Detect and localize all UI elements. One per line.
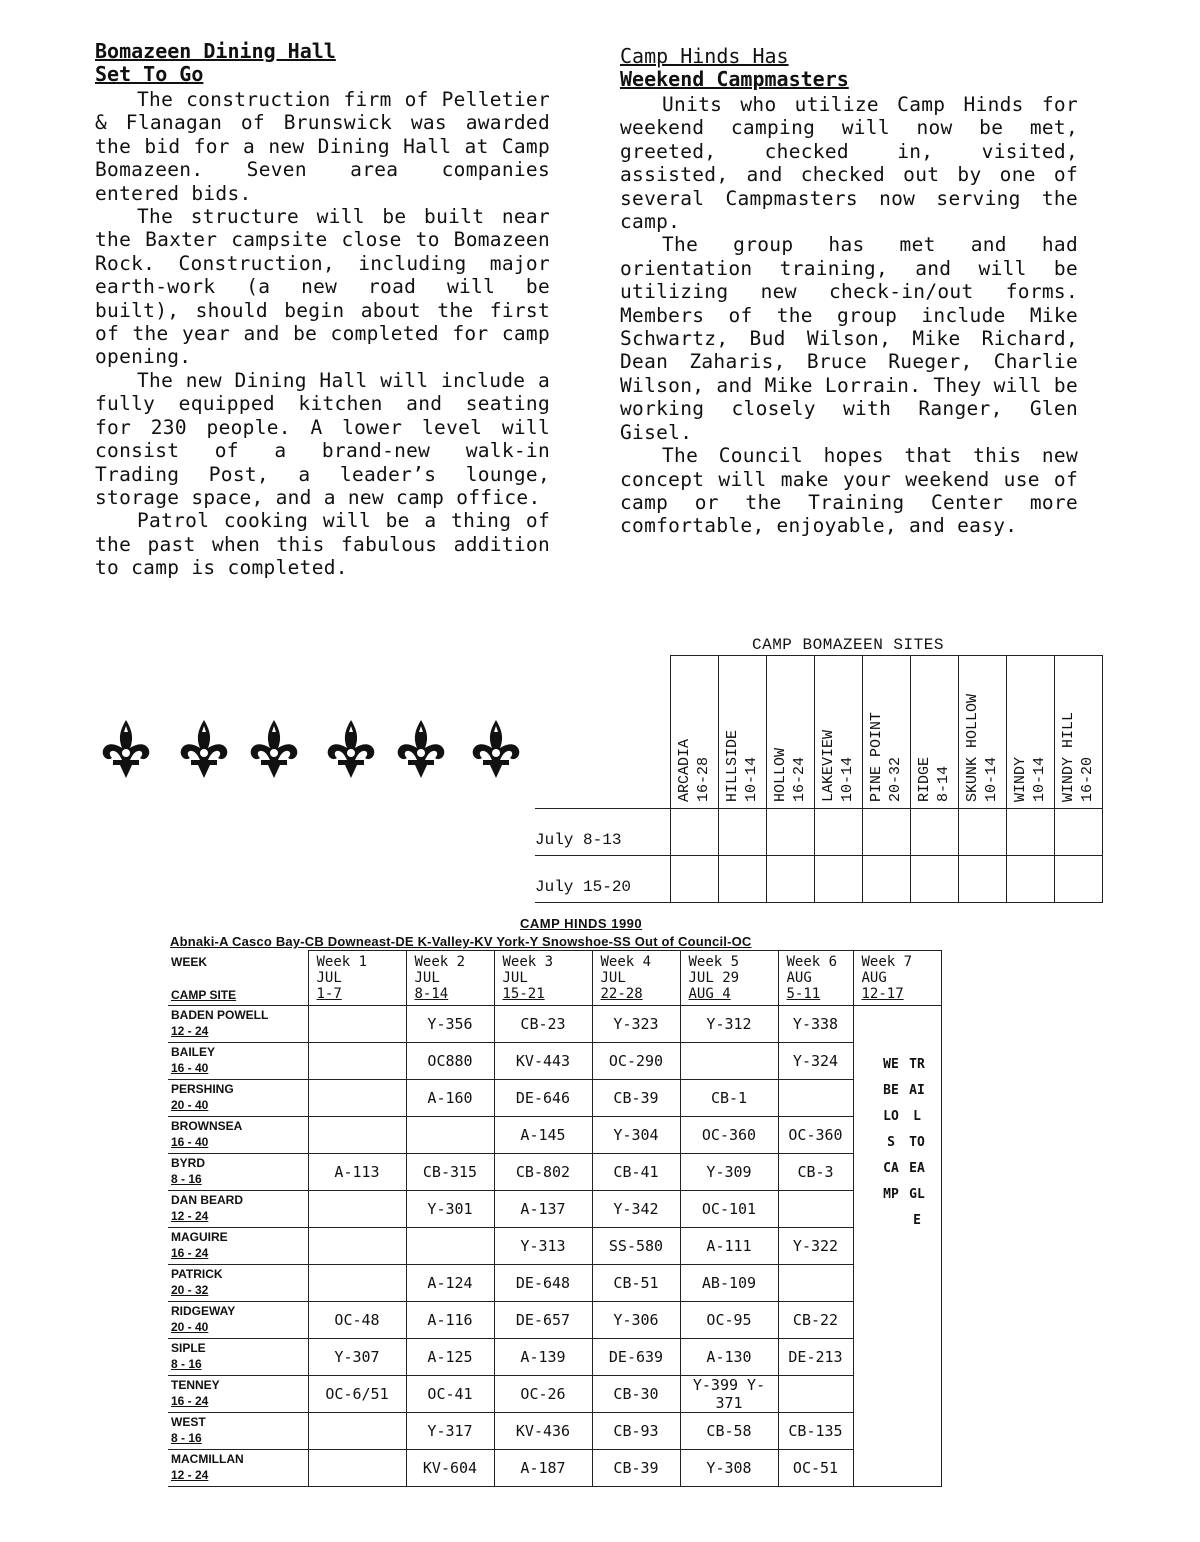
- campsite-capacity: 20 - 32: [171, 1283, 209, 1297]
- camp-hinds-schedule-table: [168, 950, 942, 1487]
- unit-assignment-cell: KV-443: [494, 1043, 592, 1080]
- campsite-capacity: 12 - 24: [171, 1024, 209, 1038]
- week-label: Week 1: [316, 954, 368, 970]
- unit-assignment-cell: OC-101: [680, 1191, 778, 1228]
- unit-assignment-cell: OC-360: [680, 1117, 778, 1154]
- unit-assignment-cell: Y-342: [592, 1191, 680, 1228]
- campsite-capacity: 12 - 24: [171, 1209, 209, 1223]
- site-column-header: [719, 656, 767, 809]
- campsite-capacity: 16 - 24: [171, 1394, 209, 1408]
- site-slot-cell: [1055, 809, 1103, 856]
- week-label: Week 4: [600, 954, 652, 970]
- week-month: JUL: [600, 970, 626, 986]
- unit-assignment-cell: Y-301: [406, 1191, 494, 1228]
- article-paragraph: The Council hopes that this new concept will make your weekend use of camp or the Training Center more comfortable, enjoyable, and easy.: [620, 444, 1078, 538]
- campsite-row: [168, 1117, 941, 1154]
- site-capacity: 10-14: [1031, 756, 1048, 802]
- fleur-de-lis-icon: [100, 718, 152, 780]
- unit-assignment-cell: CB-93: [592, 1413, 680, 1450]
- unit-assignment-cell: CB-30: [592, 1376, 680, 1413]
- unit-assignment-cell: DE-639: [592, 1339, 680, 1376]
- site-slot-cell: [767, 809, 815, 856]
- fleur-de-lis-icon: [178, 718, 230, 780]
- week-month: JUL: [414, 970, 440, 986]
- campsite-capacity: 20 - 40: [171, 1098, 209, 1112]
- unit-assignment-cell: OC-51: [778, 1450, 853, 1487]
- fleur-de-lis-icon: [325, 718, 377, 780]
- site-slot-cell: [863, 809, 911, 856]
- unit-assignment-cell: OC-48: [308, 1302, 406, 1339]
- campsite-row: [168, 1302, 941, 1339]
- campsite-row: [168, 1339, 941, 1376]
- unit-assignment-cell: Y-309: [680, 1154, 778, 1191]
- unit-assignment-cell: KV-436: [494, 1413, 592, 1450]
- unit-assignment-cell: [778, 1191, 853, 1228]
- site-name: HOLLOW: [772, 747, 789, 802]
- camp-site-label: CAMP SITE: [171, 988, 237, 1002]
- campsite-capacity: 20 - 40: [171, 1320, 209, 1334]
- unit-assignment-cell: Y-304: [592, 1117, 680, 1154]
- sites-row: [535, 809, 1103, 856]
- trail-to-eagle-note: TRAIL TO EAGLE: [909, 1057, 933, 1228]
- campsite-capacity: 16 - 40: [171, 1135, 209, 1149]
- hinds-header-row: [168, 951, 941, 1006]
- unit-assignment-cell: A-145: [494, 1117, 592, 1154]
- unit-assignment-cell: A-137: [494, 1191, 592, 1228]
- site-column-header: [1007, 656, 1055, 809]
- article-paragraph: Patrol cooking will be a thing of the past when this fabulous addition to camp is completed.: [95, 509, 550, 580]
- site-capacity: 8-14: [935, 765, 952, 802]
- site-slot-cell: [671, 809, 719, 856]
- campsite-row: [168, 1265, 941, 1302]
- campsite-row: [168, 1006, 941, 1043]
- unit-assignment-cell: Y-308: [680, 1450, 778, 1487]
- campsite-name: BADEN POWELL: [171, 1008, 269, 1022]
- site-capacity: 20-32: [887, 756, 904, 802]
- site-slot-cell: [863, 856, 911, 903]
- unit-assignment-cell: Y-323: [592, 1006, 680, 1043]
- campsite-name: DAN BEARD: [171, 1193, 243, 1207]
- unit-assignment-cell: Y-313: [494, 1228, 592, 1265]
- unit-assignment-cell: CB-51: [592, 1265, 680, 1302]
- week-dates: 15-21: [502, 986, 545, 1002]
- unit-assignment-cell: A-116: [406, 1302, 494, 1339]
- unit-assignment-cell: [308, 1413, 406, 1450]
- site-slot-cell: [719, 809, 767, 856]
- site-capacity: 16-20: [1079, 756, 1096, 802]
- week-month: JUL: [502, 970, 528, 986]
- campsite-cell: [168, 1376, 308, 1413]
- unit-assignment-cell: CB-315: [406, 1154, 494, 1191]
- week-column-header: [853, 951, 941, 1006]
- unit-assignment-cell: CB-3: [778, 1154, 853, 1191]
- unit-assignment-cell: Y-317: [406, 1413, 494, 1450]
- campmasters-article: [620, 45, 1078, 538]
- campsite-name: SIPLE: [171, 1341, 206, 1355]
- site-slot-cell: [671, 856, 719, 903]
- week-dates: 5-11: [786, 986, 821, 1002]
- hinds-table-title: CAMP HINDS 1990: [520, 916, 643, 931]
- unit-assignment-cell: OC-290: [592, 1043, 680, 1080]
- week-label: Week 6: [786, 954, 838, 970]
- week7-cell: [853, 1413, 941, 1450]
- unit-assignment-cell: Y-306: [592, 1302, 680, 1339]
- unit-assignment-cell: CB-22: [778, 1302, 853, 1339]
- campsite-row: [168, 1450, 941, 1487]
- unit-assignment-cell: [308, 1117, 406, 1154]
- site-name: LAKEVIEW: [820, 729, 837, 802]
- unit-assignment-cell: OC880: [406, 1043, 494, 1080]
- campsite-cell: [168, 1265, 308, 1302]
- week7-cell: [853, 1450, 941, 1487]
- unit-assignment-cell: [778, 1376, 853, 1413]
- campsite-capacity: 8 - 16: [171, 1172, 202, 1186]
- week-label: Week 2: [414, 954, 466, 970]
- unit-assignment-cell: [308, 1191, 406, 1228]
- site-capacity: 10-14: [743, 756, 760, 802]
- campsite-row: [168, 1228, 941, 1265]
- unit-assignment-cell: AB-109: [680, 1265, 778, 1302]
- campsite-cell: [168, 1413, 308, 1450]
- week7-note: [875, 1052, 935, 1352]
- campsite-name: MAGUIRE: [171, 1230, 228, 1244]
- site-slot-cell: [815, 809, 863, 856]
- article-paragraph: The new Dining Hall will include a fully equipped kitchen and seating for 230 people. A lower level will consist of a brand-new walk-in Trading Post, a leader’s lounge, storage space, and a new camp office.: [95, 368, 550, 509]
- site-slot-cell: [767, 856, 815, 903]
- unit-assignment-cell: Y-324: [778, 1043, 853, 1080]
- unit-assignment-cell: DE-648: [494, 1265, 592, 1302]
- unit-assignment-cell: DE-213: [778, 1339, 853, 1376]
- campsite-row: [168, 1080, 941, 1117]
- site-column-header: [767, 656, 815, 809]
- week-label: Week 3: [502, 954, 554, 970]
- week-column-header: [308, 951, 406, 1006]
- unit-assignment-cell: CB-23: [494, 1006, 592, 1043]
- unit-assignment-cell: Y-338: [778, 1006, 853, 1043]
- article-headline-line2: Set To Go: [95, 62, 204, 86]
- site-slot-cell: [911, 856, 959, 903]
- week-column-header: [680, 951, 778, 1006]
- unit-assignment-cell: A-124: [406, 1265, 494, 1302]
- site-slot-cell: [959, 809, 1007, 856]
- article-headline-line1: Bomazeen Dining Hall: [95, 39, 336, 63]
- week-dates: 22-28: [600, 986, 643, 1002]
- site-slot-cell: [959, 856, 1007, 903]
- site-capacity: 16-28: [695, 756, 712, 802]
- campsite-name: RIDGEWAY: [171, 1304, 236, 1318]
- site-column-header: [815, 656, 863, 809]
- unit-assignment-cell: CB-41: [592, 1154, 680, 1191]
- unit-assignment-cell: A-113: [308, 1154, 406, 1191]
- week-label: Week 5: [688, 954, 740, 970]
- campsite-cell: [168, 1043, 308, 1080]
- unit-assignment-cell: [308, 1450, 406, 1487]
- unit-assignment-cell: [308, 1080, 406, 1117]
- week-month: JUL: [316, 970, 342, 986]
- campsite-name: MACMILLAN: [171, 1452, 244, 1466]
- week-dates: 8-14: [414, 986, 449, 1002]
- campsite-capacity: 12 - 24: [171, 1468, 209, 1482]
- unit-assignment-cell: [406, 1117, 494, 1154]
- unit-assignment-cell: OC-6/51: [308, 1376, 406, 1413]
- week-dates-label: July 15-20: [535, 878, 632, 896]
- unit-assignment-cell: [308, 1043, 406, 1080]
- unit-assignment-cell: Y-307: [308, 1339, 406, 1376]
- campsite-name: PATRICK: [171, 1267, 223, 1281]
- unit-assignment-cell: [406, 1228, 494, 1265]
- week-column-header: [494, 951, 592, 1006]
- unit-assignment-cell: Y-399 Y-371: [680, 1376, 778, 1413]
- unit-assignment-cell: OC-26: [494, 1376, 592, 1413]
- week-label: WEEK: [171, 954, 207, 969]
- unit-assignment-cell: Y-356: [406, 1006, 494, 1043]
- week-month: AUG: [786, 970, 812, 986]
- week-column-header: [406, 951, 494, 1006]
- week-dates-label: July 8-13: [535, 831, 622, 849]
- week-dates: 1-7: [316, 986, 342, 1002]
- article-paragraph: The group has met and had orientation training, and will be utilizing new check-in/out forms. Members of the group include Mike Schwartz, Bud Wilson, Mike Richard, Dean Zaharis, Bruce Rueger, Charlie Wilson, and Mike Lorrain. They will be working closely with Ranger, Glen Gisel.: [620, 233, 1078, 444]
- site-name: ARCADIA: [676, 738, 693, 802]
- unit-assignment-cell: KV-604: [406, 1450, 494, 1487]
- site-column-header: [863, 656, 911, 809]
- site-name: RIDGE: [916, 756, 933, 802]
- webelos-camp-note: WEBELOS CAMP: [883, 1057, 903, 1202]
- unit-assignment-cell: CB-39: [592, 1450, 680, 1487]
- campsite-row: [168, 1191, 941, 1228]
- week7-cell: [853, 1006, 941, 1043]
- campsite-capacity: 8 - 16: [171, 1357, 202, 1371]
- unit-assignment-cell: CB-58: [680, 1413, 778, 1450]
- unit-assignment-cell: [308, 1006, 406, 1043]
- sites-row-label-cell: [535, 856, 671, 903]
- campsite-cell: [168, 1080, 308, 1117]
- site-slot-cell: [719, 856, 767, 903]
- campsite-row: [168, 1154, 941, 1191]
- campsite-capacity: 16 - 40: [171, 1061, 209, 1075]
- site-column-header: [671, 656, 719, 809]
- unit-assignment-cell: DE-646: [494, 1080, 592, 1117]
- week-month: AUG: [861, 970, 887, 986]
- campsite-cell: [168, 1117, 308, 1154]
- site-column-header: [1055, 656, 1103, 809]
- campsite-cell: [168, 1228, 308, 1265]
- site-column-header: [959, 656, 1007, 809]
- site-capacity: 10-14: [839, 756, 856, 802]
- week7-cell: [853, 1376, 941, 1413]
- site-name: PINE POINT: [868, 711, 885, 802]
- unit-assignment-cell: OC-360: [778, 1117, 853, 1154]
- site-column-header: [911, 656, 959, 809]
- article-headline-line1: Camp Hinds Has: [620, 44, 789, 68]
- campsite-row: [168, 1413, 941, 1450]
- sites-table-title: CAMP BOMAZEEN SITES: [752, 636, 944, 654]
- hinds-site-header: [168, 951, 308, 1006]
- unit-assignment-cell: DE-657: [494, 1302, 592, 1339]
- campsite-capacity: 8 - 16: [171, 1431, 202, 1445]
- article-headline-line2: Weekend Campmasters: [620, 67, 849, 91]
- week-label: Week 7: [861, 954, 913, 970]
- week-dates: AUG 4: [688, 986, 731, 1002]
- unit-assignment-cell: CB-39: [592, 1080, 680, 1117]
- campsite-name: TENNEY: [171, 1378, 220, 1392]
- unit-assignment-cell: CB-802: [494, 1154, 592, 1191]
- fleur-de-lis-icon: [395, 718, 447, 780]
- campsite-name: BYRD: [171, 1156, 206, 1170]
- unit-assignment-cell: OC-41: [406, 1376, 494, 1413]
- campsite-cell: [168, 1006, 308, 1043]
- campsite-name: PERSHING: [171, 1082, 234, 1096]
- unit-assignment-cell: [308, 1265, 406, 1302]
- week-column-header: [778, 951, 853, 1006]
- campsite-name: WEST: [171, 1415, 206, 1429]
- site-slot-cell: [1007, 809, 1055, 856]
- unit-assignment-cell: [778, 1080, 853, 1117]
- site-name: SKUNK HOLLOW: [964, 693, 981, 802]
- site-capacity: 16-24: [791, 756, 808, 802]
- unit-assignment-cell: A-160: [406, 1080, 494, 1117]
- unit-assignment-cell: [308, 1228, 406, 1265]
- bomazeen-sites-table: [535, 655, 1103, 903]
- unit-assignment-cell: A-139: [494, 1339, 592, 1376]
- week-column-header: [592, 951, 680, 1006]
- site-name: WINDY: [1012, 756, 1029, 802]
- unit-assignment-cell: A-130: [680, 1339, 778, 1376]
- fleur-de-lis-icon: [248, 718, 300, 780]
- site-slot-cell: [911, 809, 959, 856]
- campsite-row: [168, 1043, 941, 1080]
- hinds-council-legend: Abnaki-A Casco Bay-CB Downeast-DE K-Valley-KV York-Y Snowshoe-SS Out of Council-OC: [170, 934, 752, 949]
- unit-assignment-cell: A-111: [680, 1228, 778, 1265]
- fleur-de-lis-icon: [470, 718, 522, 780]
- unit-assignment-cell: Y-322: [778, 1228, 853, 1265]
- campsite-name: BAILEY: [171, 1045, 216, 1059]
- campsite-cell: [168, 1154, 308, 1191]
- unit-assignment-cell: A-187: [494, 1450, 592, 1487]
- site-name: WINDY HILL: [1060, 711, 1077, 802]
- campsite-cell: [168, 1450, 308, 1487]
- unit-assignment-cell: Y-312: [680, 1006, 778, 1043]
- unit-assignment-cell: [680, 1043, 778, 1080]
- sites-row-label-cell: [535, 809, 671, 856]
- campsite-cell: [168, 1191, 308, 1228]
- sites-corner-cell: [535, 656, 671, 809]
- campsite-name: BROWNSEA: [171, 1119, 243, 1133]
- site-capacity: 10-14: [983, 756, 1000, 802]
- site-slot-cell: [815, 856, 863, 903]
- dining-hall-article: [95, 40, 550, 580]
- sites-header-row: [535, 656, 1103, 809]
- site-slot-cell: [1007, 856, 1055, 903]
- site-name: HILLSIDE: [724, 729, 741, 802]
- article-paragraph: Units who utilize Camp Hinds for weekend camping will now be met, greeted, checked in, visited, assisted, and checked out by one of several Campmasters now serving the camp.: [620, 93, 1078, 234]
- article-paragraph: The construction firm of Pelletier & Flanagan of Brunswick was awarded the bid for a new Dining Hall at Camp Bomazeen. Seven area companies entered bids.: [95, 88, 550, 205]
- unit-assignment-cell: OC-95: [680, 1302, 778, 1339]
- campsite-cell: [168, 1302, 308, 1339]
- campsite-capacity: 16 - 24: [171, 1246, 209, 1260]
- site-slot-cell: [1055, 856, 1103, 903]
- unit-assignment-cell: SS-580: [592, 1228, 680, 1265]
- campsite-cell: [168, 1339, 308, 1376]
- unit-assignment-cell: CB-135: [778, 1413, 853, 1450]
- campsite-row: [168, 1376, 941, 1413]
- unit-assignment-cell: CB-1: [680, 1080, 778, 1117]
- emblem-row: [100, 718, 530, 788]
- article-paragraph: The structure will be built near the Baxter campsite close to Bomazeen Rock. Construction, including major earth-work (a new road will be built), should begin about the first of the year and be completed for camp opening.: [95, 205, 550, 369]
- week-month: JUL 29: [688, 970, 740, 986]
- unit-assignment-cell: A-125: [406, 1339, 494, 1376]
- sites-row: [535, 856, 1103, 903]
- week-dates: 12-17: [861, 986, 904, 1002]
- unit-assignment-cell: [778, 1265, 853, 1302]
